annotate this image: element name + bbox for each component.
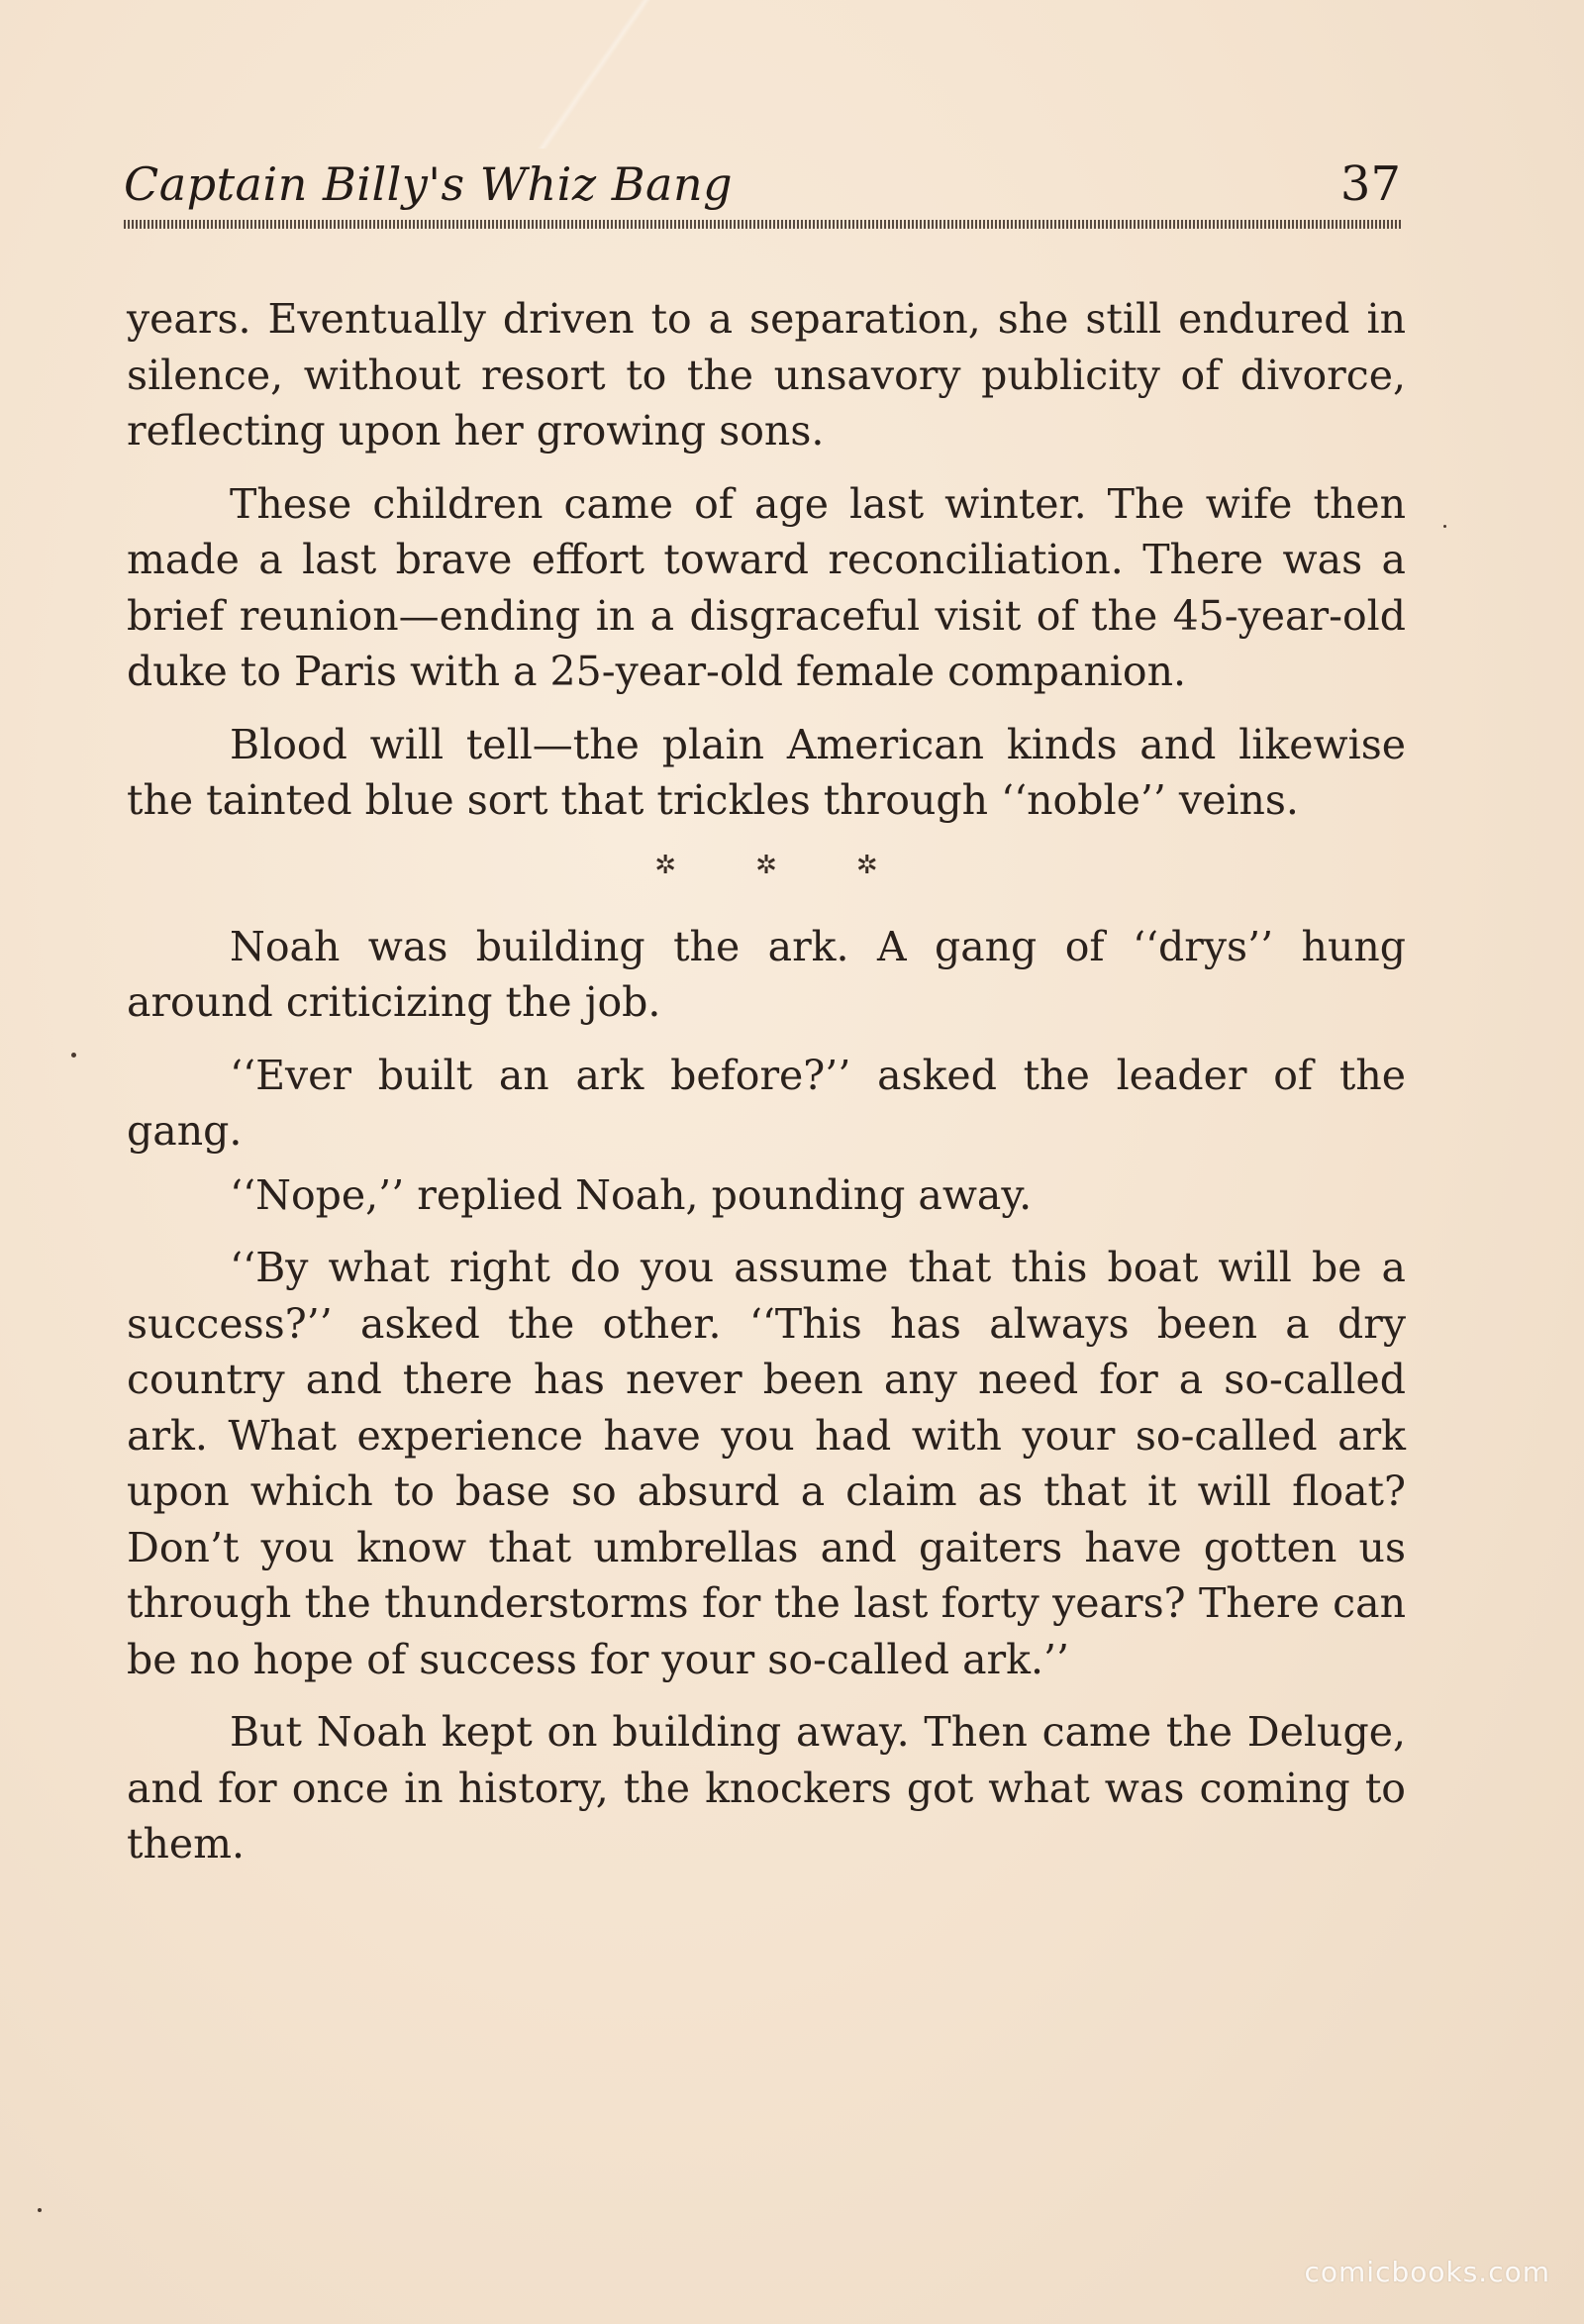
separator-ornament: ✲ [755, 850, 777, 880]
paper-speck [1443, 525, 1446, 528]
page-header [124, 156, 1401, 218]
paragraph-noah-building: Noah was building the ark. A gang of ‘‘drys’’ hung around criticizing the job. [127, 922, 1406, 1026]
separator-ornament: ✲ [654, 850, 677, 880]
paragraph-children: These children came of age last winter. The wife then made a last brave effort toward reconciliation. There was a brief reunion—ending in a disgraceful visit of the 45-year-old duke to Paris with a 25-year-old female companion. [127, 479, 1406, 695]
paper-speck [71, 1053, 76, 1058]
paragraph-blood-will-tell: Blood will tell—the plain American kinds and likewise the tainted blue sort that trickles through ‘‘noble’’ veins. [127, 720, 1406, 824]
paragraph-by-what-right: ‘‘By what right do you assume that this boat will be a success?’’ asked the other. ‘‘This has always been a dry country and there has never been any need for a so-called ark. What experience have you had with your so-called ark upon which to base so absurd a claim as that it will float? Don’t you know that umbrellas and gaiters have gotten us through the thunderstorms for the last forty years? There can be no hope of success for your so-called ark.’’ [127, 1244, 1406, 1683]
page-number: 37 [1339, 156, 1401, 212]
paragraph-ever-built: ‘‘Ever built an ark before?’’ asked the leader of the gang. [127, 1051, 1406, 1155]
paragraph-deluge: But Noah kept on building away. Then came the Deluge, and for once in history, the knockers got what was coming to them. [127, 1708, 1406, 1868]
paragraph-continuation: years. Eventually driven to a separation, she still endured in silence, without resort to the unsavory publicity of divorce, reflecting upon her growing sons. [127, 295, 1406, 455]
section-separator [127, 846, 1406, 885]
separator-ornament: ✲ [855, 850, 878, 880]
running-title: Captain Billy's Whiz Bang [124, 157, 734, 211]
header-rule [124, 220, 1401, 229]
paper-speck [38, 2208, 42, 2212]
body-text [127, 291, 1406, 1889]
paper-crease [515, 0, 673, 149]
paragraph-nope: ‘‘Nope,’’ replied Noah, pounding away. [230, 1170, 1033, 1219]
watermark: comicbooks.com [1304, 2256, 1550, 2288]
